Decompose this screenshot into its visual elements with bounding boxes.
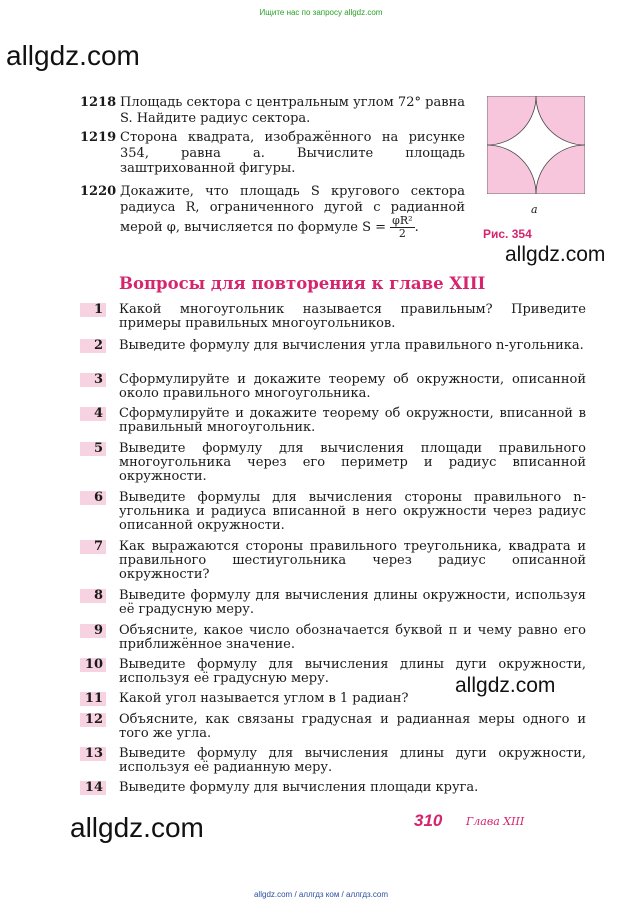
problem-text-body: Докажите, что площадь S кругового сектора радиуса R, ограниченного дугой с радианной мерой φ, вычисляется по формуле S = <box>120 184 465 235</box>
problem-1220 <box>80 184 465 240</box>
question-text: Выведите формулу для вычисления площади правильного многоугольника через его периметр и радиус вписанной окружности. <box>119 441 586 484</box>
figure-354 <box>487 96 585 194</box>
question-item <box>80 339 586 353</box>
formula-numerator: φR² <box>392 214 413 227</box>
question-item <box>80 373 586 401</box>
question-item <box>80 692 586 706</box>
page-number: 310 <box>414 811 443 830</box>
question-text: Выведите формулу для вычисления длины дуги окружности, используя её радианную меру. <box>119 746 586 775</box>
question-item <box>80 491 586 533</box>
problem-number: 1218 <box>80 95 117 110</box>
question-number: 7 <box>80 540 106 554</box>
question-item <box>80 589 586 617</box>
problem-text: Сторона квадрата, изображённого на рисунке 354, равна a. Вычислите площадь заштрихованной фигуры. <box>120 130 465 176</box>
question-number: 5 <box>80 442 106 456</box>
question-text: Как выражаются стороны правильного треугольника, квадрата и правильного шестиугольника через радиус описанной окружности? <box>119 539 586 582</box>
figure-label: Рис. 354 <box>483 227 532 241</box>
formula-fraction <box>390 215 414 240</box>
bottom-links[interactable]: allgdz.com / аллгдз ком / аллгдз.com <box>253 890 389 899</box>
question-text: Выведите формулу для вычисления длины окружности, используя её градусную меру. <box>119 588 586 617</box>
question-text: Выведите формулы для вычисления стороны правильного n-угольника и радиуса вписанной в него окружности через радиус описанной окружности. <box>119 490 586 533</box>
question-number: 12 <box>80 713 106 727</box>
question-item <box>80 658 586 686</box>
question-number: 2 <box>80 339 106 353</box>
problem-text: Площадь сектора с центральным углом 72° равна S. Найдите радиус сектора. <box>120 95 465 126</box>
watermark: allgdz.com <box>70 812 204 843</box>
question-number: 6 <box>80 491 106 505</box>
question-number: 14 <box>80 781 106 795</box>
problem-1218 <box>80 95 465 126</box>
question-number: 10 <box>80 658 106 672</box>
question-item <box>80 407 586 435</box>
question-text: Выведите формулу для вычисления площади круга. <box>119 780 479 795</box>
question-number: 11 <box>80 692 106 706</box>
section-title: Вопросы для повторения к главе XIII <box>119 274 486 293</box>
question-text: Объясните, как связаны градусная и радианная меры одного и того же угла. <box>119 712 586 741</box>
figure-side-label: a <box>531 203 538 216</box>
question-number: 9 <box>80 624 106 638</box>
watermark: allgdz.com <box>455 674 556 697</box>
question-text: Какой угол называется углом в 1 радиан? <box>119 691 409 706</box>
chapter-label: Глава XIII <box>466 815 525 828</box>
top-link[interactable]: Ищите нас по запросу allgdz.com <box>259 8 383 17</box>
problem-text <box>120 184 465 240</box>
question-number: 4 <box>80 407 106 421</box>
question-text: Выведите формулу для вычисления длины дуги окружности, используя её градусную меру. <box>119 657 586 686</box>
formula-denominator: 2 <box>398 227 406 240</box>
question-item <box>80 624 586 652</box>
question-text: Выведите формулу для вычисления угла правильного n-угольника. <box>119 338 584 353</box>
watermark: allgdz.com <box>505 243 606 266</box>
watermark: allgdz.com <box>6 40 140 71</box>
question-item <box>80 540 586 582</box>
question-text: Сформулируйте и докажите теорему об окружности, описанной около правильного многоугольника. <box>119 372 586 401</box>
question-text: Какой многоугольник называется правильным? Приведите примеры правильных многоугольников. <box>119 302 586 331</box>
question-item <box>80 442 586 484</box>
question-number: 8 <box>80 589 106 603</box>
problem-number: 1220 <box>80 184 117 199</box>
question-item <box>80 747 586 775</box>
question-item <box>80 781 586 795</box>
question-text: Объясните, какое число обозначается буквой π и чему равно его приближённое значение. <box>119 623 586 652</box>
problem-number: 1219 <box>80 130 117 145</box>
question-item <box>80 303 586 331</box>
question-item <box>80 713 586 741</box>
formula-end: . <box>414 220 419 235</box>
question-number: 13 <box>80 747 106 761</box>
question-number: 3 <box>80 373 106 387</box>
problem-1219 <box>80 130 465 177</box>
question-number: 1 <box>80 303 106 317</box>
question-text: Сформулируйте и докажите теорему об окружности, вписанной в правильный многоугольник. <box>119 406 586 435</box>
